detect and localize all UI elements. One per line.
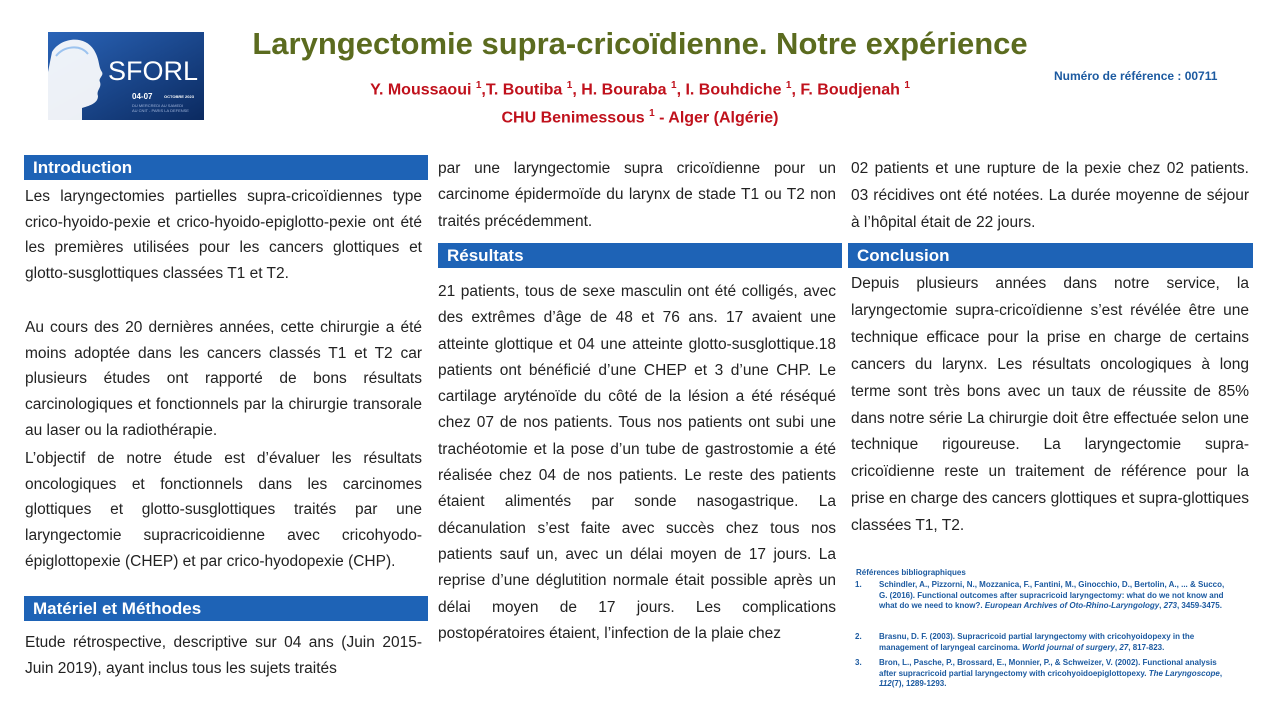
author-name: Y. Moussaoui (370, 81, 476, 99)
congress-logo (48, 32, 204, 120)
intro-paragraph-1: Les laryngectomies partielles supra-cricoïdiennes type crico-hyoido-pexie et crico-hyoido-epiglotto-pexie ont été les premières utilisées pour les cancers glottiques et glotto-susglottiques classées T1 et T2. (25, 188, 422, 283)
logo-dates: 04-07 (132, 92, 153, 101)
affiliation: CHU Benimessous $^1$ - Alger (Algérie) (501, 108, 779, 127)
results-paragraph-part2: 02 patients et une rupture de la pexie chez 02 patients. 03 récidives ont été notées. La durée moyenne de séjour à l’hôpital était de 22 jours. (851, 160, 1249, 231)
section-heading-results: Résultats (438, 243, 842, 268)
conclusion-paragraph: Depuis plusieurs années dans notre service, la laryngectomie supra-cricoïdienne s’est révélée être une technique efficace pour la prise en charge de certains cancers du larynx. Les résultats oncologiques à long terme sont très bons avec un taux de réussite de 85% dans notre série La chirurgie doit être effectuée selon une technique rigoureuse. La laryngectomie supra-cricoïdienne reste un traitement de référence pour la prise en charge des cancers glottiques et supra-glottiques classées T1, T2. (851, 275, 1249, 535)
authors-block (290, 74, 990, 131)
poster-title: Laryngectomie supra-cricoïdienne. Notre expérience (252, 26, 1028, 61)
logo-brand: SFORL (108, 56, 199, 86)
logo-subtitle: DU MERCREDI AU SAMEDI AU CNIT - PARIS LA DEFENSE (132, 103, 189, 113)
methods-paragraph-part2: par une laryngectomie supra cricoïdienne pour un carcinome épidermoïde du larynx de stade T1 ou T2 non traités précédemment. (438, 160, 836, 230)
author-name: H. Bouraba (581, 81, 672, 99)
methods-paragraph-part1: Etude rétrospective, descriptive sur 04 ans (Juin 2015- Juin 2019), ayant inclus tous les sujets traités (25, 634, 422, 677)
section-heading-introduction: Introduction (24, 155, 428, 180)
intro-paragraph-2: Au cours des 20 dernières années, cette chirurgie a été moins adoptée dans les cancers classés T1 et T2 car plusieurs études ont rapporté de bons résultats carcinologiques et fonctionnels par la chirurgie transorale au laser ou la radiothérapie. (25, 319, 422, 439)
section-heading-conclusion: Conclusion (848, 243, 1253, 268)
author-name: T. Boutiba (485, 81, 567, 99)
author-name: I. Bouhdiche (685, 81, 786, 99)
author-list: Y. Moussaoui $^1$,T. Boutiba $^1$, H. Bouraba $^1$, I. Bouhdiche $^1$, F. Boudjenah $^1$ (370, 80, 910, 99)
logo-month: OCTOBRE 2023 (164, 94, 194, 99)
section-heading-methods: Matériel et Méthodes (24, 596, 428, 621)
reference-number: Numéro de référence : 00711 (1054, 69, 1218, 83)
intro-paragraph-3: L’objectif de notre étude est d’évaluer les résultats oncologiques et fonctionnels dans les carcinomes glottiques et glotto-susglottiques traités par une laryngectomie supracricoidienne avec cricohyodo-épiglottopexie (CHEP) et par crico-hyodopexie (CHP). (25, 450, 422, 570)
results-paragraph-part1: 21 patients, tous de sexe masculin ont été colligés, avec des extrêmes d’âge de 48 et 76 ans. 17 avaient une atteinte glottique et 04 une atteinte glotto-susglottique.18 patients ont bénéficié d’une CHEP et 3 d’une CHP. Le cartilage aryténoïde du côté de la lésion a été réséqué chez 07 de nos patients. Tous nos patients ont subi une trachéotomie et la pose d’un tube de gastrostomie a été réalisée chez 04 de nos patients. Le reste des patients étaient alimentés par sonde nasogastrique. La décanulation s’est faite avec succès chez tous nos patients sauf un, avec un délai moyen de 17 jours. La reprise d’une déglutition normale était possible après un délai moyen de 17 jours. Les complications postopératoires étaient, l’infection de la plaie chez (438, 283, 836, 642)
author-name: F. Boudjenah (800, 81, 905, 99)
references-title: Références bibliographiques (856, 568, 966, 577)
